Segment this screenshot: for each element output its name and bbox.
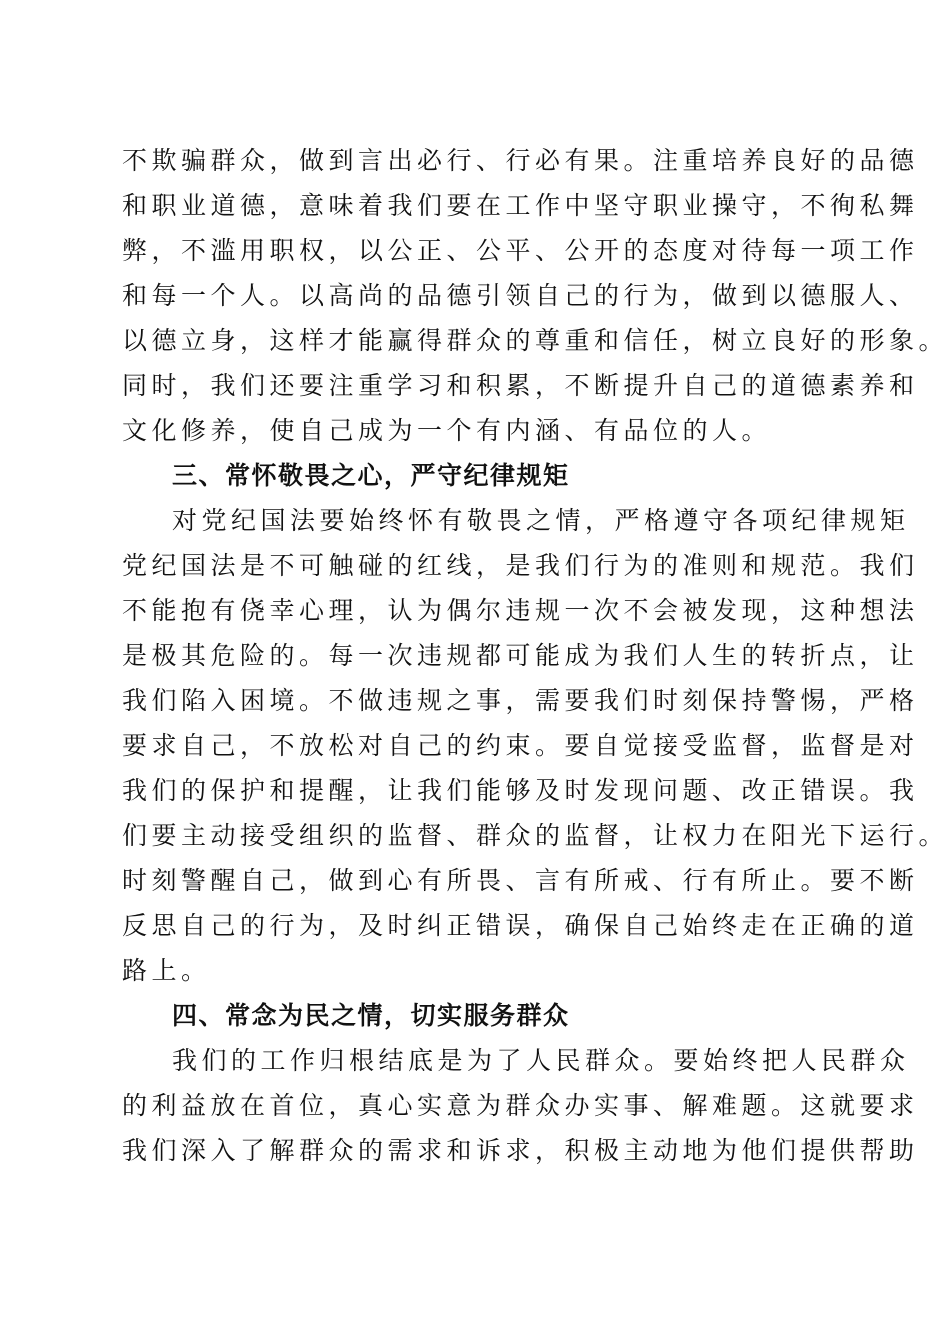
- section-heading-3: 三、常怀敬畏之心，严守纪律规矩: [172, 461, 570, 490]
- paragraph-line: 弊，不滥用职权，以公正、公平、公开的态度对待每一项工作: [122, 236, 919, 265]
- paragraph-line: 要求自己，不放松对自己的约束。要自觉接受监督，监督是对: [122, 731, 919, 760]
- paragraph-line: 们要主动接受组织的监督、群众的监督，让权力在阳光下运行。: [122, 821, 949, 850]
- paragraph-line: 反思自己的行为，及时纠正错误，确保自己始终走在正确的道: [122, 911, 919, 940]
- paragraph-line: 不能抱有侥幸心理，认为偶尔违规一次不会被发现，这种想法: [122, 596, 919, 625]
- paragraph-line: 是极其危险的。每一次违规都可能成为我们人生的转折点，让: [122, 641, 919, 670]
- paragraph-line: 我们的保护和提醒，让我们能够及时发现问题、改正错误。我: [122, 776, 919, 805]
- section-heading-4: 四、常念为民之情，切实服务群众: [172, 1001, 570, 1030]
- paragraph-line: 以德立身，这样才能赢得群众的尊重和信任，树立良好的形象。: [122, 326, 949, 355]
- paragraph-line: 同时，我们还要注重学习和积累，不断提升自己的道德素养和: [122, 371, 919, 400]
- paragraph-line: 和职业道德，意味着我们要在工作中坚守职业操守，不徇私舞: [122, 191, 919, 220]
- paragraph-line: 的利益放在首位，真心实意为群众办实事、解难题。这就要求: [122, 1091, 919, 1120]
- paragraph-line: 党纪国法是不可触碰的红线，是我们行为的准则和规范。我们: [122, 551, 919, 580]
- paragraph-line: 不欺骗群众，做到言出必行、行必有果。注重培养良好的品德: [122, 146, 919, 175]
- paragraph-line: 文化修养，使自己成为一个有内涵、有品位的人。: [122, 416, 772, 445]
- paragraph-line: 我们深入了解群众的需求和诉求，积极主动地为他们提供帮助: [122, 1136, 919, 1165]
- paragraph-line: 对党纪国法要始终怀有敬畏之情，严格遵守各项纪律规矩: [172, 506, 910, 535]
- paragraph-line: 路上。: [122, 956, 211, 985]
- paragraph-line: 和每一个人。以高尚的品德引领自己的行为，做到以德服人、: [122, 281, 919, 310]
- paragraph-line: 我们的工作归根结底是为了人民群众。要始终把人民群众: [172, 1046, 910, 1075]
- paragraph-line: 时刻警醒自己，做到心有所畏、言有所戒、行有所止。要不断: [122, 866, 919, 895]
- paragraph-line: 我们陷入困境。不做违规之事，需要我们时刻保持警惕，严格: [122, 686, 919, 715]
